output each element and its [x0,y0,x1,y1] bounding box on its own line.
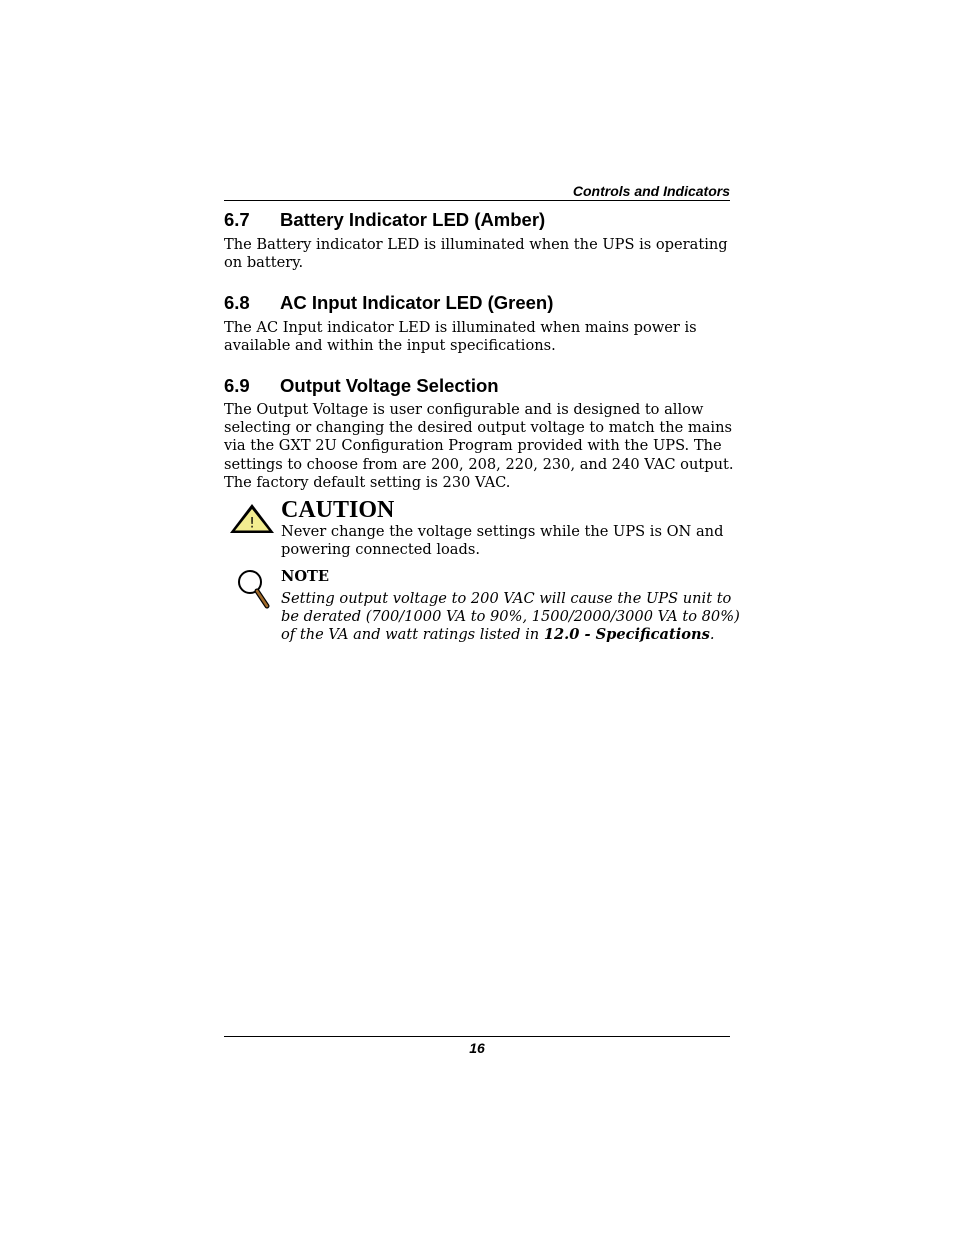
body-line: via the GXT 2U Configuration Program provided with the UPS. The [224,437,722,455]
note-text: . [709,626,715,644]
note-line: be derated (700/1000 VA to 90%, 1500/2000/3000 VA to 80%) [281,608,740,626]
exclamation-glyph: ! [249,515,255,532]
magnifying-glass-icon [234,566,274,612]
body-line: settings to choose from are 200, 208, 220, 230, and 240 VAC output. [224,455,734,473]
body-line: available and within the input specifications. [224,337,556,355]
body-line: The factory default setting is 230 VAC. [224,473,511,491]
section-body-6-9 [224,401,736,492]
note-title: NOTE [281,568,330,585]
note-body [281,590,740,645]
header-rule [224,200,730,201]
caution-line: Never change the voltage settings while the UPS is ON and [281,523,724,540]
section-number: 6.7 [224,209,250,230]
section-heading-6-7 [224,209,545,231]
section-number: 6.8 [224,292,250,313]
body-line: The Output Voltage is user configurable and is designed to allow [224,401,704,418]
section-body-6-8 [224,319,736,355]
caution-title: CAUTION [281,497,395,523]
cross-reference: 12.0 - Specifications [543,626,710,644]
caution-line: powering connected loads. [281,541,480,559]
section-title: Output Voltage Selection [280,375,499,396]
section-heading-6-9 [224,375,499,397]
section-heading-6-8 [224,292,553,314]
body-line: on battery. [224,254,304,272]
section-title: AC Input Indicator LED (Green) [280,292,554,313]
section-body-6-7 [224,236,736,272]
body-line: The Battery indicator LED is illuminated when the UPS is operating [224,236,728,253]
body-line: selecting or changing the desired output voltage to match the mains [224,419,732,437]
note-text: of the VA and watt ratings listed in [281,626,544,644]
note-line [281,626,736,644]
caution-body [281,523,731,559]
footer-rule [224,1036,730,1037]
warning-triangle-icon [228,502,276,534]
page-number: 16 [469,1040,485,1056]
note-line: Setting output voltage to 200 VAC will cause the UPS unit to [281,590,732,607]
running-header: Controls and Indicators [572,183,730,199]
section-number: 6.9 [224,375,250,396]
section-title: Battery Indicator LED (Amber) [280,209,546,230]
body-line: The AC Input indicator LED is illuminated when mains power is [224,319,697,336]
